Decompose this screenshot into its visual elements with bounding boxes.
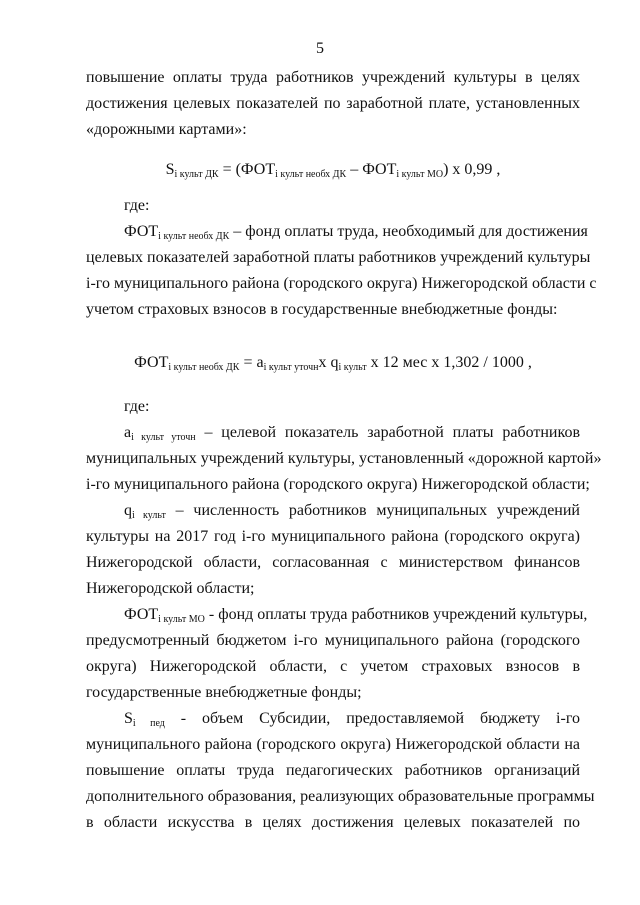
formula-fot-neobh: $ФОТ_{i культ необх ДК} = a_{i культ уточн}х$ $q_{i культ}$ х 12 мес х 1,302 / 1000 ,	[134, 354, 532, 373]
paragraph-line: муниципального района (городского округа) Нижегородской области на	[86, 736, 580, 753]
where-label: где:	[124, 398, 150, 415]
paragraph-line: i-го муниципального района (городского округа) Нижегородской области с	[86, 275, 597, 292]
paragraph-line: культуры на 2017 год i-го муниципального района (городского округа)	[86, 528, 580, 545]
paragraph-line: целевых показателей заработной платы работников учреждений культуры	[86, 249, 591, 266]
paragraph-line: округа) Нижегородской области, с учетом страховых взносов в	[86, 658, 580, 675]
paragraph-line: достижения целевых показателей по заработной плате, установленных	[86, 95, 580, 112]
paragraph-line: Нижегородской области;	[86, 580, 255, 597]
paragraph-line: Нижегородской области, согласованная с министерством финансов	[86, 554, 580, 571]
definition-fot-mo: $ФОТ_{i культ МО}$ - фонд оплаты труда работников учреждений культуры,	[124, 606, 588, 625]
paragraph-line: повышение оплаты труда педагогических работников организаций	[86, 762, 580, 779]
paragraph-line: дополнительного образования, реализующих образовательные программы	[86, 788, 595, 805]
page-number: 5	[316, 40, 324, 57]
paragraph-line: повышение оплаты труда работников учреждений культуры в целях	[86, 69, 580, 86]
paragraph-line: «дорожными картами»:	[86, 121, 247, 138]
paragraph-line: государственные внебюджетные фонды;	[86, 684, 362, 701]
paragraph-line: i-го муниципального района (городского округа) Нижегородской области;	[86, 476, 590, 493]
definition-fot-neobh: $ФОТ_{i культ необх ДК}$ – фонд оплаты труда, необходимый для достижения	[124, 223, 588, 242]
definition-q-kult: $q_{i культ}$ – численность работников муниципальных учреждений	[124, 502, 580, 521]
paragraph-line: учетом страховых взносов в государственные внебюджетные фонды:	[86, 301, 558, 318]
paragraph-line: предусмотренный бюджетом i-го муниципального района (городского	[86, 632, 580, 649]
paragraph-line: в области искусства в целях достижения целевых показателей по	[86, 814, 580, 831]
paragraph-line: муниципальных учреждений культуры, установленный «дорожной картой»	[86, 450, 602, 467]
formula-s-kult-dk: $S_{i культ ДК} = (ФОТ_{i культ необх ДК} - ФОТ_{i культ МО})$ х 0,99 ,	[165, 161, 501, 180]
definition-a-kult: $a_{i культ уточн}$ – целевой показатель заработной платы работников	[124, 424, 580, 443]
where-label: где:	[124, 197, 150, 214]
definition-s-ped: $S_{i пед}$ - объем Субсидии, предоставляемой бюджету i-го	[124, 710, 580, 729]
